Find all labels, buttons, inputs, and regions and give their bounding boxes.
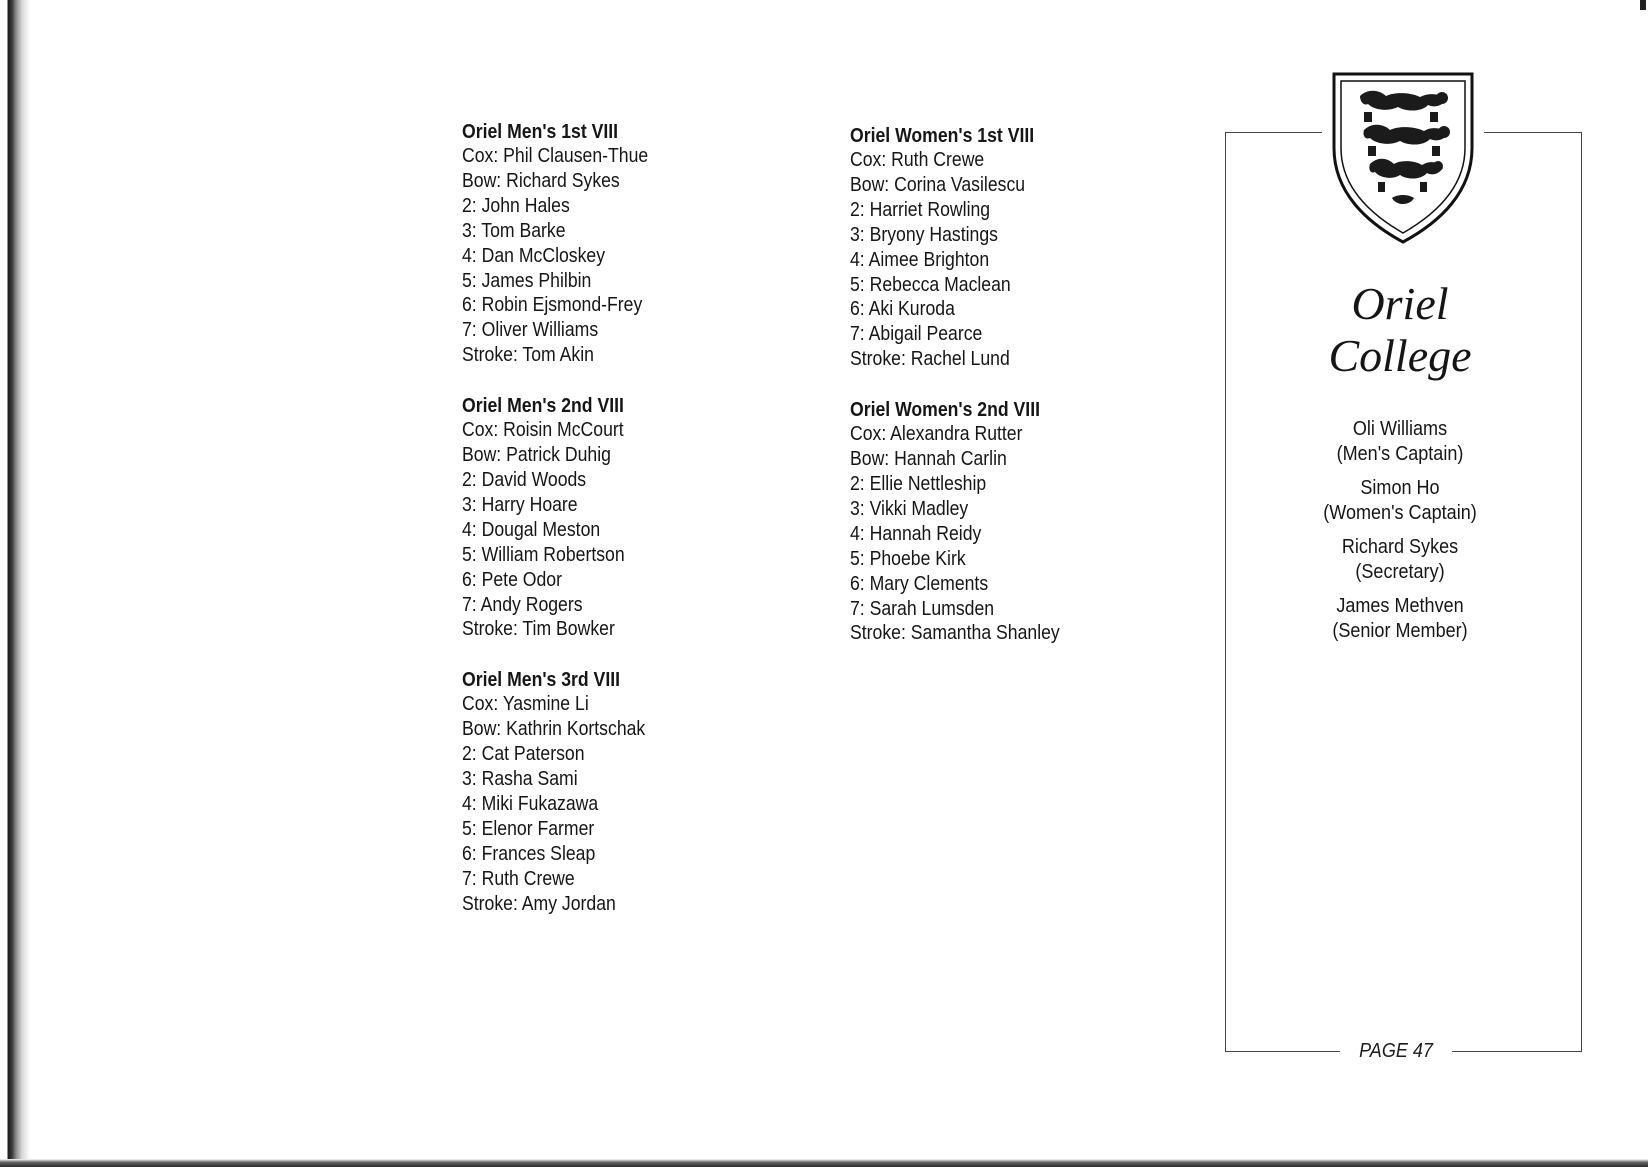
officer-entry [1300,475,1500,525]
crew-column-right [850,123,1180,671]
crew-member: 6: Frances Sleap [462,841,596,865]
crew-member: 5: Phoebe Kirk [850,546,966,570]
crew-member: 6: Robin Ejsmond-Frey [462,293,643,317]
crew-member: 6: Pete Odor [462,567,562,591]
crew-member: 5: William Robertson [462,542,625,566]
crew-member: 3: Bryony Hastings [850,222,998,246]
frame-border-right [1581,132,1582,1052]
officer-role: (Senior Member) [1332,619,1468,642]
frame-border-left [1225,132,1226,1052]
crew-block [850,397,1180,646]
crew-member: 2: Ellie Nettleship [850,471,987,495]
crew-block [462,393,792,642]
corner-mark [1640,0,1646,10]
crew-column-left [462,119,792,941]
crew-member: 7: Andy Rogers [462,592,583,616]
crew-member: Cox: Yasmine Li [462,692,589,716]
college-name-line-2: College [1328,330,1472,381]
crew-member: Cox: Ruth Crewe [850,148,985,171]
crew-member: 2: David Woods [462,467,587,491]
crew-member: Bow: Corina Vasilescu [850,172,1026,196]
crew-member: Cox: Roisin McCourt [462,418,624,442]
crew-member: Stroke: Tom Akin [462,343,594,367]
officer-name: Simon Ho [1360,476,1440,499]
crew-member: 2: Cat Paterson [462,742,585,766]
crew-member: Bow: Richard Sykes [462,168,620,192]
college-name-line-1: Oriel [1351,278,1449,329]
crew-member: 4: Aimee Brighton [850,247,990,271]
crew-member: 3: Rasha Sami [462,767,578,791]
officer-role: (Secretary) [1355,560,1445,583]
crew-member: Bow: Patrick Duhig [462,443,611,467]
crew-member: Stroke: Samantha Shanley [850,621,1060,645]
crew-member: 7: Sarah Lumsden [850,596,995,620]
crew-member: 4: Dan McCloskey [462,243,606,267]
crew-member: 2: Harriet Rowling [850,197,991,221]
college-name [1300,278,1500,382]
frame-border-top-right [1484,132,1582,133]
shield-crest-icon [1330,70,1476,246]
crew-member: 4: Dougal Meston [462,517,601,541]
crew-member: 3: Tom Barke [462,218,566,242]
crew-member: 6: Mary Clements [850,571,989,595]
officer-name: Oli Williams [1352,417,1448,440]
officers-list [1300,416,1500,652]
crew-member: Stroke: Amy Jordan [462,891,616,915]
crew-member: Bow: Kathrin Kortschak [462,717,646,741]
crew-member: 6: Aki Kuroda [850,297,955,321]
page-binding-edge [0,0,30,1167]
crew-title: Oriel Men's 3rd VIII [462,668,621,692]
crew-title: Oriel Men's 1st VIII [462,120,619,143]
crew-block [462,119,792,368]
crew-member: 5: James Philbin [462,268,592,292]
crew-member: 7: Abigail Pearce [850,322,983,346]
crew-member: 7: Ruth Crewe [462,866,575,890]
crew-member: Stroke: Tim Bowker [462,617,615,641]
crew-block [850,123,1180,372]
frame-border-top-left [1225,132,1322,133]
page-number: PAGE 47 [1359,1040,1433,1062]
officer-entry [1300,416,1500,466]
crew-member: Bow: Hannah Carlin [850,447,1007,471]
crew-member: 4: Hannah Reidy [850,521,982,545]
crew-member: 5: Rebecca Maclean [850,272,1011,296]
crew-member: 5: Elenor Farmer [462,816,595,840]
officer-name: James Methven [1336,594,1464,617]
officer-entry [1300,593,1500,643]
crew-member: 7: Oliver Williams [462,318,599,342]
frame-border-bottom-left [1225,1051,1340,1052]
officer-entry [1300,534,1500,584]
frame-border-bottom-right [1452,1051,1582,1052]
crew-member: Cox: Alexandra Rutter [850,422,1023,446]
page-bottom-edge [0,1159,1648,1167]
crew-title: Oriel Women's 2nd VIII [850,398,1041,422]
crew-member: 3: Vikki Madley [850,496,969,520]
officer-role: (Women's Captain) [1323,501,1477,524]
crew-block [462,667,792,916]
crew-member: 3: Harry Hoare [462,492,578,516]
officer-name: Richard Sykes [1341,535,1459,558]
crew-member: 4: Miki Fukazawa [462,791,599,815]
crew-member: Stroke: Rachel Lund [850,347,1010,371]
crew-member: 2: John Hales [462,193,570,217]
officer-role: (Men's Captain) [1336,442,1464,465]
crew-member: Cox: Phil Clausen-Thue [462,144,649,167]
crew-title: Oriel Men's 2nd VIII [462,394,624,418]
crew-title: Oriel Women's 1st VIII [850,124,1035,147]
